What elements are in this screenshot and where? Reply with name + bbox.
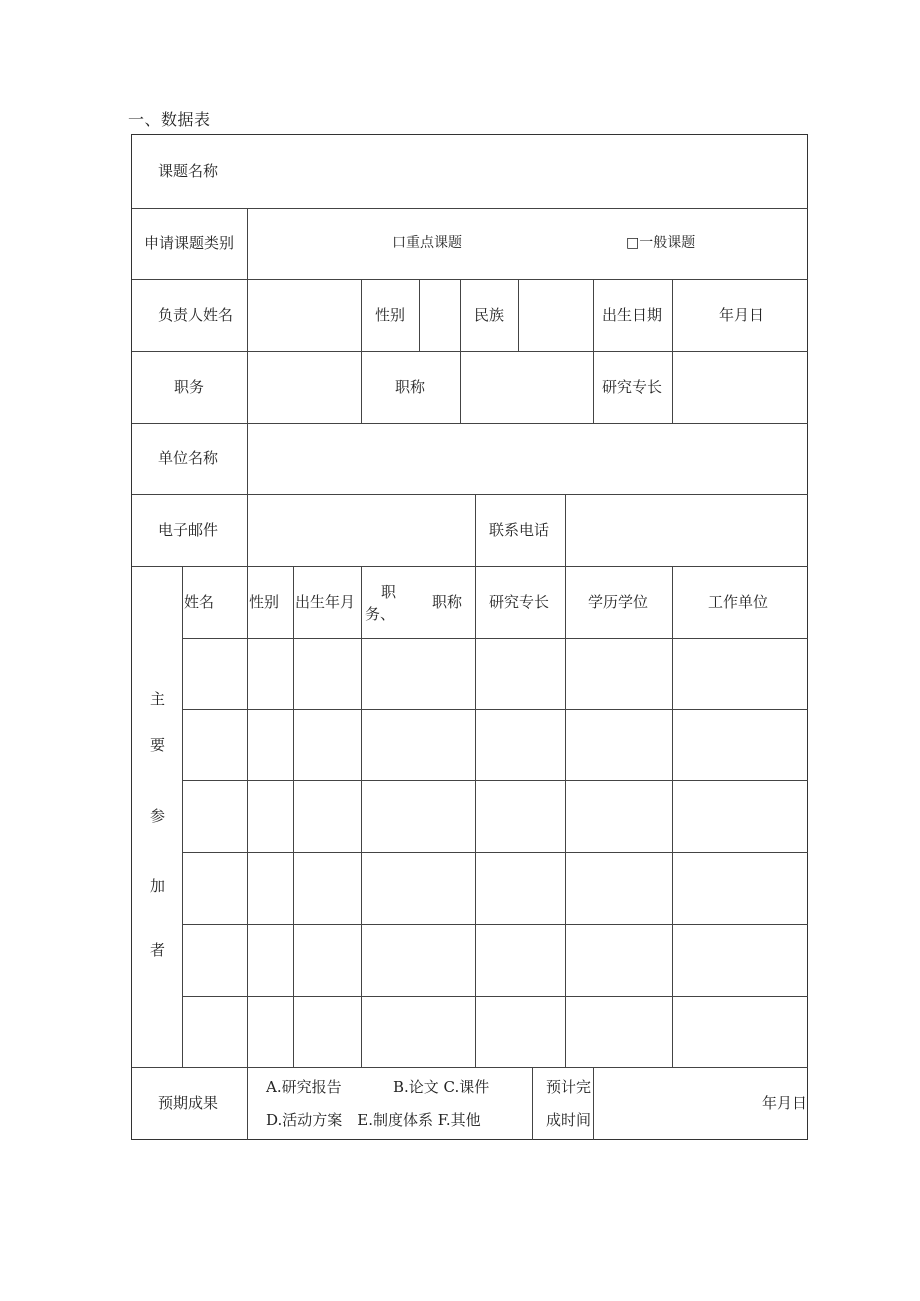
row-divider — [132, 351, 808, 352]
title-label: 职称 — [395, 378, 426, 396]
outcome-option-a: A.研究报告 — [266, 1078, 342, 1096]
participant-row-divider — [182, 996, 808, 997]
participant-position-header-b: 务、 — [365, 605, 396, 623]
row-divider — [132, 566, 808, 567]
column-divider — [532, 1067, 533, 1140]
completion-time-label-1: 预计完 — [546, 1078, 592, 1096]
column-divider — [672, 279, 673, 423]
row-divider — [132, 494, 808, 495]
column-divider — [247, 1067, 248, 1140]
participant-row-divider — [182, 924, 808, 925]
participant-row-divider — [182, 709, 808, 710]
participants-label-char: 参 — [150, 807, 166, 825]
column-divider — [419, 279, 420, 351]
category-label: 申请课题类别 — [144, 234, 235, 252]
row-divider — [132, 208, 808, 209]
birth-date-placeholder: 年月日 — [719, 306, 765, 324]
participant-degree-header: 学历学位 — [588, 593, 649, 611]
column-divider — [460, 279, 461, 423]
column-divider — [361, 279, 362, 423]
outcome-option-bc: B.论文 C.课件 — [393, 1078, 490, 1096]
row-divider — [132, 423, 808, 424]
column-divider — [593, 1067, 594, 1140]
research-specialty-label: 研究专长 — [602, 378, 663, 396]
participant-birth-header: 出生年月 — [295, 593, 356, 611]
completion-date: 年月日 — [762, 1094, 808, 1112]
column-divider — [518, 279, 519, 351]
outcome-option-def: D.活动方案 E.制度体系 F.其他 — [266, 1111, 481, 1129]
application-data-table — [131, 134, 808, 1140]
participant-row-divider — [182, 852, 808, 853]
unit-name-label: 单位名称 — [158, 449, 219, 467]
column-divider — [182, 566, 183, 1067]
key-topic-checkbox[interactable]: 口重点课题 — [392, 235, 462, 251]
outcome-label: 预期成果 — [158, 1094, 219, 1112]
ethnicity-label: 民族 — [474, 306, 505, 324]
participants-label-char: 要 — [150, 736, 166, 754]
column-divider — [565, 566, 566, 1067]
leader-name-label: 负责人姓名 — [158, 306, 234, 324]
participant-position-header-a: 职 — [381, 583, 397, 601]
completion-time-label-2: 成时间 — [546, 1111, 592, 1129]
participant-row-divider — [182, 780, 808, 781]
gender-label: 性别 — [375, 306, 406, 324]
row-divider — [132, 279, 808, 280]
general-topic-checkbox[interactable]: □一般课题 — [626, 235, 696, 251]
column-divider — [475, 494, 476, 566]
column-divider — [475, 566, 476, 1067]
topic-name-label: 课题名称 — [158, 162, 219, 180]
participant-title-header: 职称 — [432, 593, 463, 611]
participants-label-char: 主 — [150, 690, 166, 708]
participants-label-char: 者 — [150, 941, 166, 959]
column-divider — [593, 279, 594, 423]
column-divider — [247, 494, 248, 566]
row-divider — [132, 1067, 808, 1068]
column-divider — [293, 566, 294, 1067]
column-divider — [361, 566, 362, 1067]
phone-label: 联系电话 — [489, 521, 550, 539]
participant-gender-header: 性别 — [249, 593, 280, 611]
column-divider — [672, 566, 673, 1067]
participant-workplace-header: 工作单位 — [708, 593, 769, 611]
participants-label-char: 加 — [150, 877, 166, 895]
column-divider — [565, 494, 566, 566]
birth-date-label: 出生日期 — [602, 306, 663, 324]
participant-specialty-header: 研究专长 — [489, 593, 550, 611]
section-title: 一、数据表 — [128, 110, 211, 129]
column-divider — [247, 566, 248, 1067]
participant-name-header: 姓名 — [184, 593, 215, 611]
position-label: 职务 — [174, 378, 205, 396]
email-label: 电子邮件 — [158, 521, 219, 539]
participant-row-divider — [182, 638, 808, 639]
